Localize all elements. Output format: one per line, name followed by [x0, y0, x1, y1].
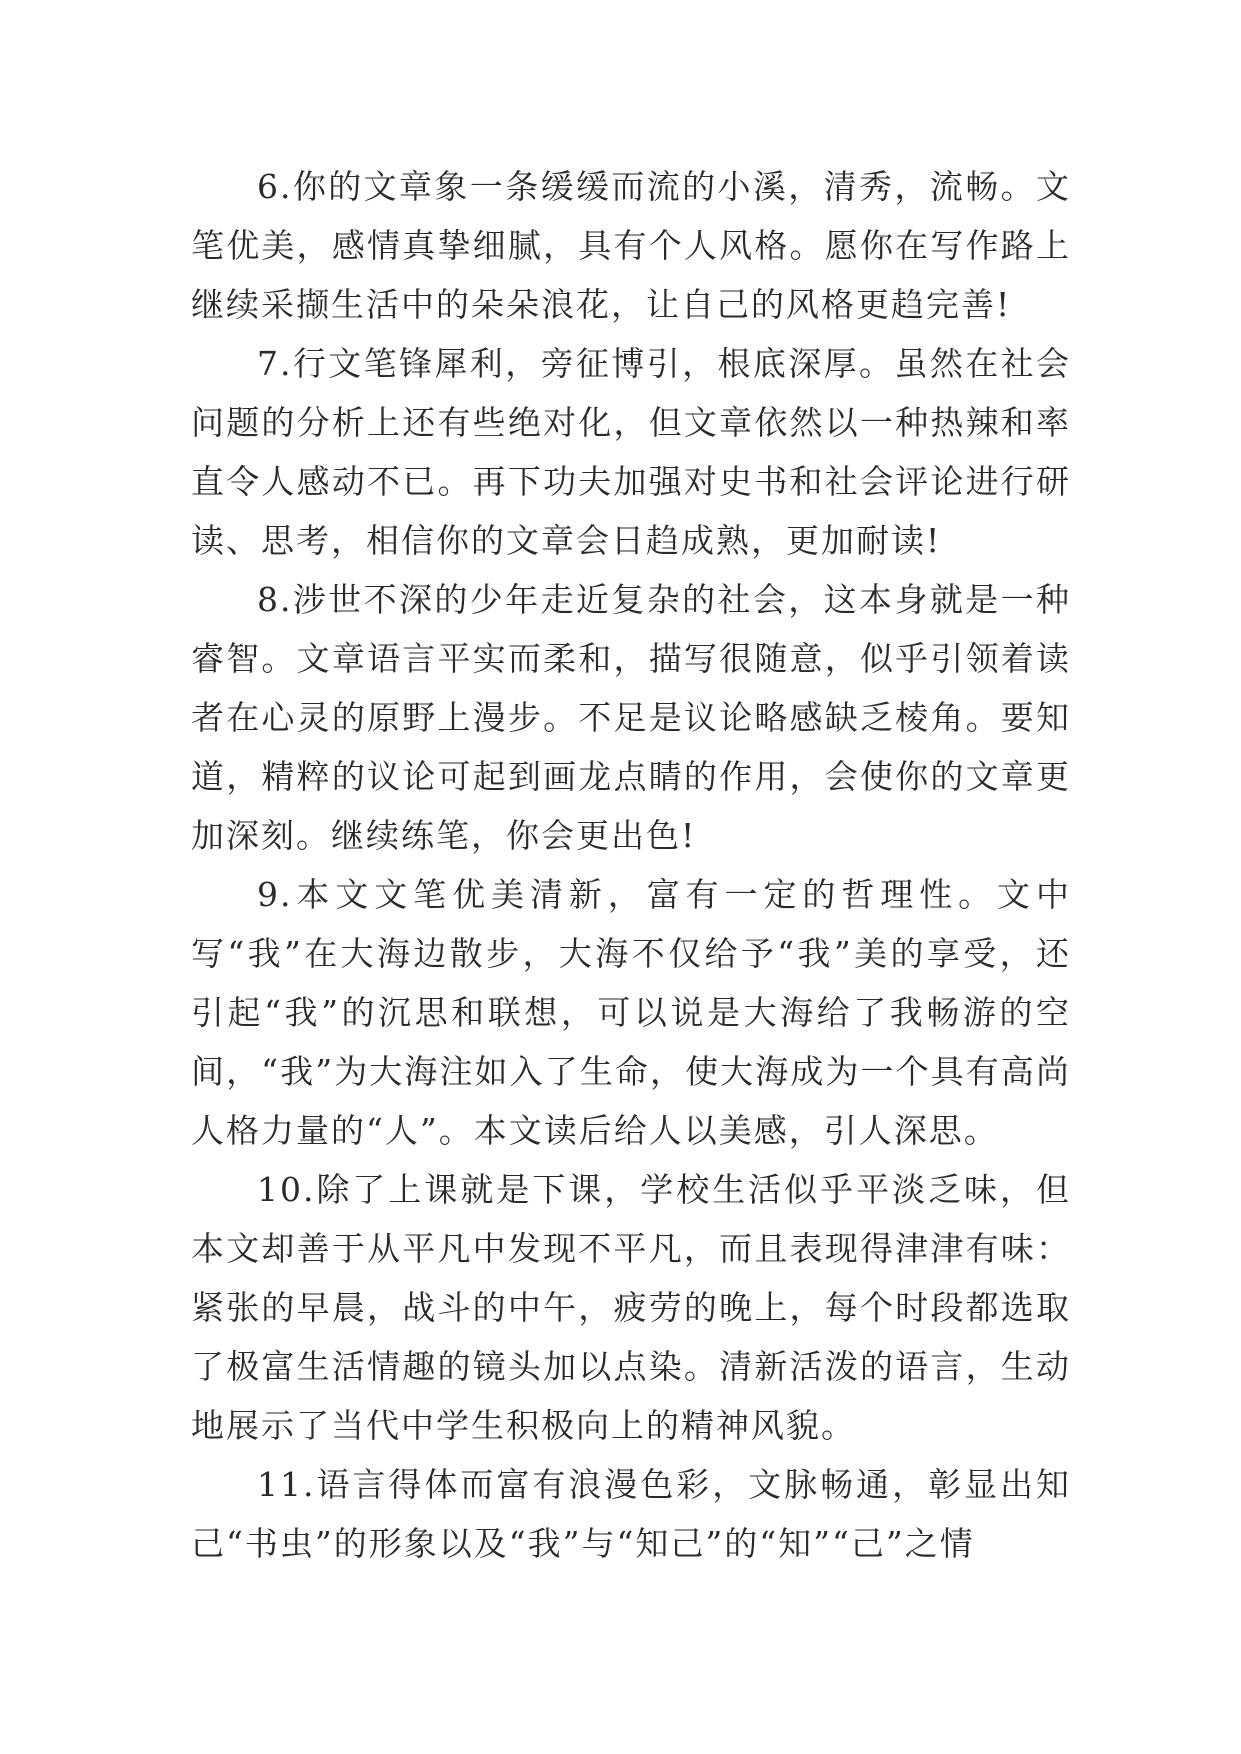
comment-paragraph-9: 9.本文文笔优美清新，富有一定的哲理性。文中写“我”在大海边散步，大海不仅给予“我”美的享受，还引起“我”的沉思和联想，可以说是大海给了我畅游的空间，“我”为大海注如入了生命，使大海成为一个具有高尚人格力量的“人”。本文读后给人以美感，引人深思。 — [191, 875, 1071, 1150]
comment-list — [191, 157, 1071, 1573]
comment-paragraph-8: 8.涉世不深的少年走近复杂的社会，这本身就是一种睿智。文章语言平实而柔和，描写很随意，似乎引领着读者在心灵的原野上漫步。不足是议论略感缺乏棱角。要知道，精粹的议论可起到画龙点睛的作用，会使你的文章更加深刻。继续练笔，你会更出色! — [191, 580, 1071, 855]
comment-paragraph-6: 6.你的文章象一条缓缓而流的小溪，清秀，流畅。文笔优美，感情真挚细腻，具有个人风格。愿你在写作路上继续采撷生活中的朵朵浪花，让自己的风格更趋完善! — [191, 167, 1071, 324]
comment-paragraph-7: 7.行文笔锋犀利，旁征博引，根底深厚。虽然在社会问题的分析上还有些绝对化，但文章依然以一种热辣和率直令人感动不已。再下功夫加强对史书和社会评论进行研读、思考，相信你的文章会日趋成熟，更加耐读! — [191, 344, 1071, 560]
comment-paragraph-11: 11.语言得体而富有浪漫色彩，文脉畅通，彰显出知己“书虫”的形象以及“我”与“知己”的“知”“己”之情 — [191, 1465, 1071, 1563]
comment-paragraph-10: 10.除了上课就是下课，学校生活似乎平淡乏味，但本文却善于从平凡中发现不平凡，而且表现得津津有味：紧张的早晨，战斗的中午，疲劳的晚上，每个时段都选取了极富生活情趣的镜头加以点染。清新活泼的语言，生动地展示了当代中学生积极向上的精神风貌。 — [191, 1170, 1071, 1445]
